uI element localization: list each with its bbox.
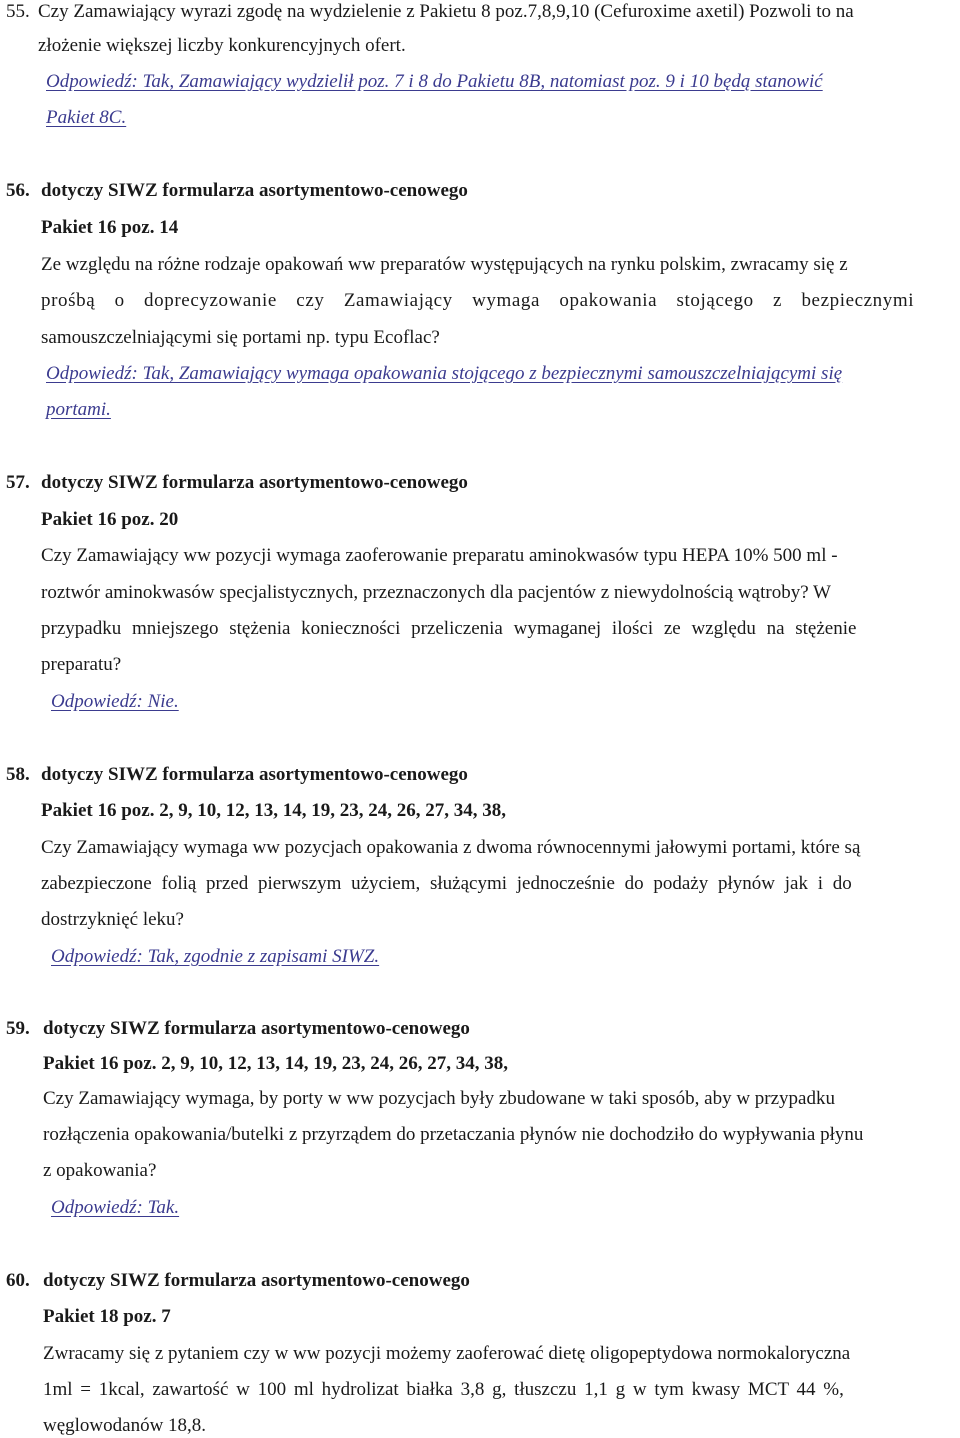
item-heading: dotyczy SIWZ formularza asortymentowo-cenowego [41, 180, 468, 201]
question-line: zabezpieczone folią przed pierwszym użyciem, służącymi jednocześnie do podaży płynów jak i do [41, 873, 852, 894]
answer-line: Odpowiedź: Tak. [51, 1197, 180, 1218]
question-line: z opakowania? [43, 1160, 157, 1181]
pakiet-label: Pakiet 16 poz. 2, 9, 10, 12, 13, 14, 19, 23, 24, 26, 27, 34, 38, [43, 1053, 508, 1074]
question-line: Czy Zamawiający wyrazi zgodę na wydzielenie z Pakietu 8 poz.7,8,9,10 (Cefuroxime axetil) Pozwoli to na [38, 1, 854, 22]
item-heading: dotyczy SIWZ formularza asortymentowo-cenowego [41, 764, 468, 785]
question-line: węglowodanów 18,8. [43, 1415, 207, 1436]
item-number: 59. [6, 1018, 30, 1039]
question-line: samouszczelniającymi się portami np. typu Ecoflac? [41, 327, 440, 348]
pakiet-label: Pakiet 16 poz. 20 [41, 509, 179, 530]
answer-line: Odpowiedź: Tak, Zamawiający wymaga opakowania stojącego z bezpiecznymi samouszczelniającymi się [46, 363, 843, 384]
item-heading: dotyczy SIWZ formularza asortymentowo-cenowego [41, 472, 468, 493]
question-line: złożenie większej liczby konkurencyjnych ofert. [38, 35, 406, 56]
item-number: 58. [6, 764, 30, 785]
answer-line: Odpowiedź: Tak, Zamawiający wydzielił poz. 7 i 8 do Pakietu 8B, natomiast poz. 9 i 10 będą stanowić [46, 71, 823, 92]
question-line: Ze względu na różne rodzaje opakowań ww preparatów występujących na rynku polskim, zwracamy się z [41, 254, 848, 275]
item-number: 55. [6, 1, 30, 22]
pakiet-label: Pakiet 18 poz. 7 [43, 1306, 171, 1327]
pakiet-label: Pakiet 16 poz. 2, 9, 10, 12, 13, 14, 19, 23, 24, 26, 27, 34, 38, [41, 800, 506, 821]
question-line: rozłączenia opakowania/butelki z przyrządem do przetaczania płynów nie dochodziło do wypływania płynu [43, 1124, 864, 1145]
question-line: 1ml = 1kcal, zawartość w 100 ml hydrolizat białka 3,8 g, tłuszczu 1,1 g w tym kwasy MCT 44 %, [43, 1379, 844, 1400]
item-number: 56. [6, 180, 30, 201]
question-line: dostrzyknięć leku? [41, 909, 184, 930]
answer-line: portami. [46, 399, 111, 420]
answer-line: Pakiet 8C. [46, 107, 127, 128]
answer-line: Odpowiedź: Tak, zgodnie z zapisami SIWZ. [51, 946, 380, 967]
question-line: roztwór aminokwasów specjalistycznych, przeznaczonych dla pacjentów z niewydolnością wątroby? W [41, 582, 831, 603]
question-line: Czy Zamawiający wymaga ww pozycjach opakowania z dwoma równocennymi jałowymi portami, które są [41, 837, 861, 858]
answer-line: Odpowiedź: Nie. [51, 691, 179, 712]
question-line: Czy Zamawiający ww pozycji wymaga zaoferowanie preparatu aminokwasów typu HEPA 10% 500 ml - [41, 545, 838, 566]
item-heading: dotyczy SIWZ formularza asortymentowo-cenowego [43, 1018, 470, 1039]
item-number: 60. [6, 1270, 30, 1291]
item-number: 57. [6, 472, 30, 493]
item-heading: dotyczy SIWZ formularza asortymentowo-cenowego [43, 1270, 470, 1291]
question-line: przypadku mniejszego stężenia konieczności przeliczenia wymaganej ilości ze względu na stężenie [41, 618, 857, 639]
pakiet-label: Pakiet 16 poz. 14 [41, 217, 179, 238]
question-line: prośbą o doprecyzowanie czy Zamawiający wymaga opakowania stojącego z bezpiecznymi [41, 290, 915, 311]
question-line: Zwracamy się z pytaniem czy w ww pozycji możemy zaoferować dietę oligopeptydowa normokaloryczna [43, 1343, 851, 1364]
question-line: preparatu? [41, 654, 122, 675]
question-line: Czy Zamawiający wymaga, by porty w ww pozycjach były zbudowane w taki sposób, aby w przypadku [43, 1088, 835, 1109]
